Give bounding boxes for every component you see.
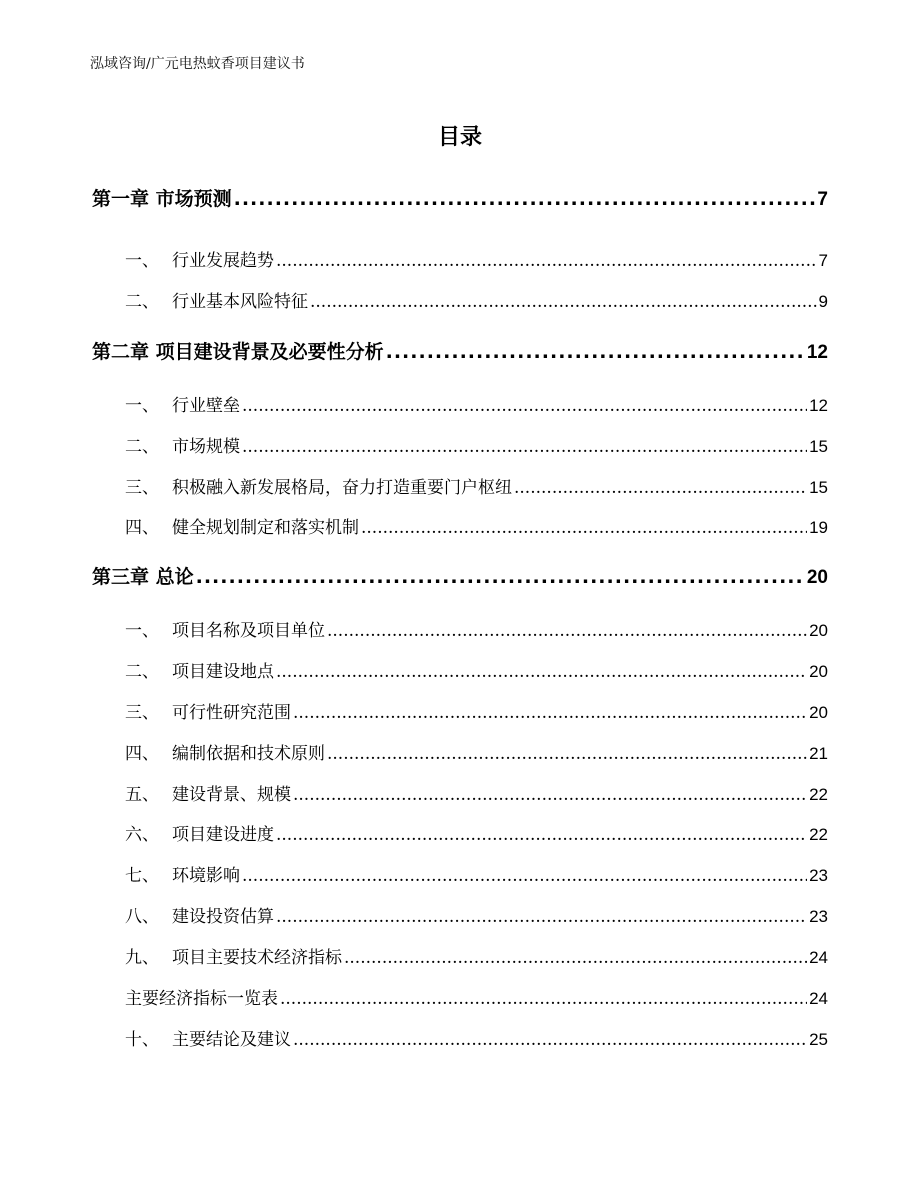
toc-number: 一、 — [125, 251, 159, 271]
toc-page-number: 20 — [809, 662, 828, 681]
toc-page-number: 24 — [809, 989, 828, 1008]
toc-section[interactable] — [125, 739, 828, 764]
toc-page-number: 7 — [817, 189, 828, 210]
toc-page-number: 24 — [809, 948, 828, 967]
toc-leader — [234, 188, 816, 210]
toc-label: 编制依据和技术原则 — [172, 744, 325, 764]
toc-section[interactable] — [125, 473, 828, 498]
toc-number: 八、 — [125, 907, 159, 927]
toc-section[interactable] — [125, 943, 828, 968]
toc-section[interactable] — [125, 657, 828, 682]
toc-section[interactable] — [125, 1025, 828, 1050]
running-header: 泓域咨询/广元电热蚊香项目建议书 — [90, 56, 305, 72]
toc-section[interactable] — [125, 246, 828, 271]
toc-leader — [196, 566, 805, 588]
toc-number: 三、 — [125, 703, 159, 723]
toc-leader — [276, 662, 807, 682]
toc-label: 行业发展趋势 — [172, 251, 274, 271]
toc-number: 七、 — [125, 866, 159, 886]
toc-leader — [293, 1030, 807, 1050]
toc-leader — [280, 989, 807, 1009]
toc-number: 四、 — [125, 744, 159, 764]
toc-number: 二、 — [125, 662, 159, 682]
toc-leader — [361, 518, 807, 538]
toc-label: 行业基本风险特征 — [172, 292, 308, 312]
toc-leader — [327, 621, 807, 641]
toc-number: 十、 — [125, 1030, 159, 1050]
toc-leader — [293, 785, 807, 805]
toc-number: 二、 — [125, 437, 159, 457]
toc-page-number: 22 — [809, 825, 828, 844]
toc-page-number: 20 — [809, 703, 828, 722]
toc-label: 积极融入新发展格局，奋力打造重要门户枢纽 — [172, 478, 512, 498]
toc-page-number: 19 — [809, 518, 828, 537]
toc-label: 建设投资估算 — [172, 907, 274, 927]
toc-page-number: 12 — [809, 396, 828, 415]
toc-page-number: 20 — [806, 567, 828, 588]
toc-page-number: 23 — [809, 866, 828, 885]
toc-label: 项目名称及项目单位 — [172, 621, 325, 641]
toc-label: 健全规划制定和落实机制 — [172, 518, 359, 538]
toc-page-number: 9 — [818, 292, 828, 311]
toc-number: 一、 — [125, 396, 159, 416]
page-title: 目录 — [437, 125, 482, 150]
toc-number: 一、 — [125, 621, 159, 641]
toc-leader — [242, 396, 807, 416]
toc-number: 六、 — [125, 825, 159, 845]
toc-number: 四、 — [125, 518, 159, 538]
toc-leader — [386, 341, 805, 363]
toc-leader — [242, 866, 807, 886]
toc-page-number: 21 — [809, 744, 828, 763]
toc-chapter-2[interactable] — [92, 337, 828, 364]
toc-leader — [293, 703, 807, 723]
toc-leader — [514, 478, 807, 498]
toc-label: 市场规模 — [172, 437, 240, 457]
toc-leader — [276, 251, 817, 271]
toc-page-number: 15 — [809, 437, 828, 456]
toc-chapter-1[interactable] — [92, 184, 828, 211]
toc-label: 主要结论及建议 — [172, 1030, 291, 1050]
toc-label: 第二章 项目建设背景及必要性分析 — [92, 341, 384, 363]
toc-number: 三、 — [125, 478, 159, 498]
toc-section[interactable] — [125, 432, 828, 457]
toc-leader — [242, 437, 807, 457]
toc-label: 项目建设进度 — [172, 825, 274, 845]
toc-page-number: 12 — [806, 342, 828, 363]
toc-leader — [276, 907, 807, 927]
toc-leader — [276, 825, 807, 845]
toc-page-number: 22 — [809, 785, 828, 804]
toc-label: 第一章 市场预测 — [92, 188, 232, 210]
toc-label: 环境影响 — [172, 866, 240, 886]
toc-page-number: 7 — [818, 251, 828, 270]
toc-section[interactable] — [125, 287, 828, 312]
toc-label: 建设背景、规模 — [172, 785, 291, 805]
toc-leader — [344, 948, 807, 968]
toc-page-number: 15 — [809, 478, 828, 497]
toc-label: 可行性研究范围 — [172, 703, 291, 723]
toc-section[interactable] — [125, 513, 828, 538]
toc-number: 九、 — [125, 948, 159, 968]
toc-page-number: 25 — [809, 1030, 828, 1049]
toc-label: 项目主要技术经济指标 — [172, 948, 342, 968]
toc-page-number: 23 — [809, 907, 828, 926]
toc-section[interactable] — [125, 780, 828, 805]
toc-chapter-3[interactable] — [92, 562, 828, 589]
toc-section[interactable] — [125, 616, 828, 641]
toc-section[interactable] — [125, 984, 828, 1009]
toc-label: 行业壁垒 — [172, 396, 240, 416]
toc-section[interactable] — [125, 820, 828, 845]
toc-section[interactable] — [125, 902, 828, 927]
toc-leader — [327, 744, 807, 764]
toc-section[interactable] — [125, 698, 828, 723]
toc-label: 第三章 总论 — [92, 566, 194, 588]
toc-leader — [310, 292, 817, 312]
toc-label: 项目建设地点 — [172, 662, 274, 682]
toc-number: 二、 — [125, 292, 159, 312]
toc-section[interactable] — [125, 861, 828, 886]
toc-page-number: 20 — [809, 621, 828, 640]
toc-number: 五、 — [125, 785, 159, 805]
toc-section[interactable] — [125, 391, 828, 416]
toc-label: 主要经济指标一览表 — [125, 989, 278, 1009]
